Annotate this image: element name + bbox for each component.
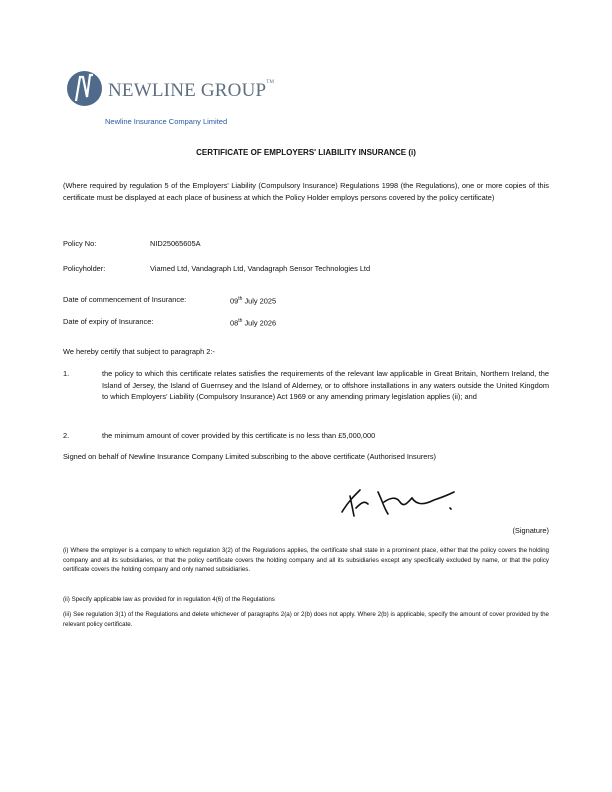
intro-paragraph: (Where required by regulation 5 of the Employers' Liability (Compulsory Insurance) Regulations 1998 (the Regulations), one or more copies of this certificate must be displayed at each place of business at which the Policy Holder employs persons covered by the policy certificate) xyxy=(63,181,549,202)
policyholder-value: Viamed Ltd, Vandagraph Ltd, Vandagraph Sensor Technologies Ltd xyxy=(150,264,371,273)
expiry-value: 08th July 2026 xyxy=(230,318,277,328)
brand-name: NEWLINE GROUP™ xyxy=(108,80,275,101)
certify-statement: We hereby certify that subject to paragraph 2:- xyxy=(63,347,215,356)
footnote-ii: (ii) Specify applicable law as provided for in regulation 4(6) of the Regulations xyxy=(63,596,275,603)
footnote-i: (i) Where the employer is a company to which regulation 3(2) of the Regulations applies, the certificate shall state in a prominent place, either that the policy covers the holding company and all its subsidiaries, or that the policy certificate covers the holding company and all its subsidiaries except any specifically excluded by name, or that the policy certificate covers the holding company and only named subsidiaries. xyxy=(63,547,549,574)
commencement-label: Date of commencement of Insurance: xyxy=(63,295,187,304)
certificate-title: CERTIFICATE OF EMPLOYERS' LIABILITY INSURANCE (i) xyxy=(196,148,416,157)
signature-label: (Signature) xyxy=(512,526,549,535)
commencement-value: 09th July 2025 xyxy=(230,296,277,306)
item-number: 1. xyxy=(63,369,70,378)
item-text: the minimum amount of cover provided by this certificate is no less than £5,000,000 xyxy=(102,431,376,440)
policy-no-label: Policy No: xyxy=(63,239,97,248)
policy-no-value: NID25065605A xyxy=(150,239,201,248)
company-name: Newline Insurance Company Limited xyxy=(105,117,228,126)
item-number: 2. xyxy=(63,431,70,440)
newline-logo-icon xyxy=(67,71,102,106)
expiry-label: Date of expiry of Insurance: xyxy=(63,317,154,326)
signed-on-behalf: Signed on behalf of Newline Insurance Company Limited subscribing to the above certificate (Authorised Insurers) xyxy=(63,452,437,461)
policyholder-label: Policyholder: xyxy=(63,264,106,273)
item-text: the policy to which this certificate relates satisfies the requirements of the relevant law applicable in Great Britain, Northern Ireland, the Island of Jersey, the Island of Guernsey and the Island of Alderney, or to offshore installations in any waters outside the United Kingdom to which Employers' Liability (Compulsory Insurance) Act 1969 or any amending primary legislation applies (ii); and xyxy=(102,369,549,401)
footnote-iii: (iii) See regulation 3(1) of the Regulations and delete whichever of paragraphs 2(a) or 2(b) does not apply. Where 2(b) is applicable, specify the amount of cover provided by the relevant policy certificate. xyxy=(63,611,549,628)
signature-image xyxy=(338,482,468,527)
